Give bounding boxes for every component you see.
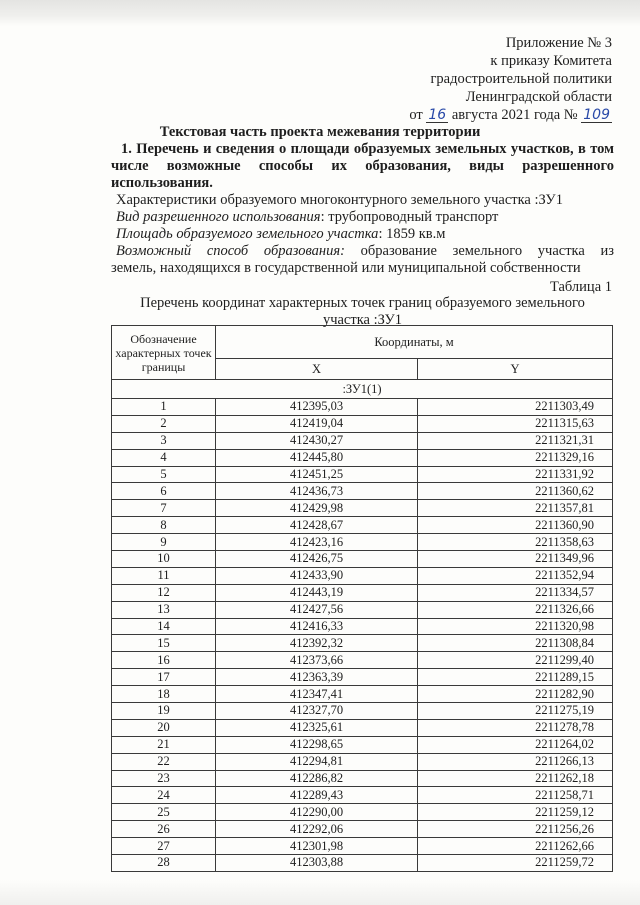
- x-coordinate-cell: 412395,03: [216, 399, 418, 416]
- document-title: Текстовая часть проекта межевания территории: [159, 124, 481, 140]
- x-coordinate-cell: 412325,61: [216, 719, 418, 736]
- x-coordinate-cell: 412301,98: [216, 838, 418, 855]
- point-number-cell: 5: [112, 466, 216, 483]
- table-row: [112, 618, 613, 635]
- point-number-cell: 2: [112, 415, 216, 432]
- table-row: [112, 483, 613, 500]
- permitted-use-line: [111, 209, 614, 226]
- x-coordinate-cell: 412392,32: [216, 635, 418, 652]
- y-coordinate-cell: 2211352,94: [418, 567, 613, 584]
- y-coordinate-cell: 2211329,16: [418, 449, 613, 466]
- point-number-cell: 20: [112, 719, 216, 736]
- x-coordinate-cell: 412416,33: [216, 618, 418, 635]
- y-coordinate-cell: 2211326,66: [418, 601, 613, 618]
- area-value: : 1859 кв.м: [378, 226, 446, 242]
- point-number-cell: 8: [112, 517, 216, 534]
- x-coordinate-cell: 412419,04: [216, 415, 418, 432]
- section-heading: [111, 141, 614, 192]
- scan-top-shadow: [0, 0, 640, 26]
- table-row: [112, 719, 613, 736]
- table-row: [112, 669, 613, 686]
- table-row: [112, 500, 613, 517]
- point-number-cell: 18: [112, 686, 216, 703]
- x-coordinate-cell: 412443,19: [216, 584, 418, 601]
- permitted-use-label: Вид разрешенного использования: [116, 209, 321, 225]
- area-label: Площадь образуемого земельного участка: [116, 226, 379, 242]
- table-row: [112, 584, 613, 601]
- x-coordinate-cell: 412289,43: [216, 787, 418, 804]
- table-caption-line-2: участка :ЗУ1: [322, 312, 403, 328]
- point-number-cell: 14: [112, 618, 216, 635]
- header-coordinates: Координаты, м: [216, 326, 613, 359]
- y-coordinate-cell: 2211259,72: [418, 855, 613, 872]
- x-coordinate-cell: 412292,06: [216, 821, 418, 838]
- point-number-cell: 19: [112, 703, 216, 720]
- table-row: [112, 652, 613, 669]
- x-coordinate-cell: 412433,90: [216, 567, 418, 584]
- annex-line-1: Приложение № 3: [505, 35, 612, 51]
- table-row: [112, 534, 613, 551]
- x-coordinate-cell: 412294,81: [216, 753, 418, 770]
- x-coordinate-cell: 412427,56: [216, 601, 418, 618]
- point-number-cell: 23: [112, 770, 216, 787]
- point-number-cell: 15: [112, 635, 216, 652]
- section-heading-text: 1. Перечень и сведения о площади образуемых земельных участков, в том числе возможные способы их образования, виды разрешенного использования.: [111, 141, 614, 191]
- y-coordinate-cell: 2211315,63: [418, 415, 613, 432]
- table-row: [112, 466, 613, 483]
- x-coordinate-cell: 412451,25: [216, 466, 418, 483]
- table-row: [112, 551, 613, 568]
- table-row: [112, 686, 613, 703]
- point-number-cell: 6: [112, 483, 216, 500]
- y-coordinate-cell: 2211282,90: [418, 686, 613, 703]
- y-coordinate-cell: 2211349,96: [418, 551, 613, 568]
- annex-order-number: 109: [583, 107, 610, 123]
- y-coordinate-cell: 2211321,31: [418, 432, 613, 449]
- x-coordinate-cell: 412373,66: [216, 652, 418, 669]
- contour-label: :ЗУ1(1): [112, 380, 613, 399]
- point-number-cell: 27: [112, 838, 216, 855]
- table-row: [112, 601, 613, 618]
- annex-block: [292, 34, 612, 124]
- header-y: Y: [418, 359, 613, 380]
- point-number-cell: 10: [112, 551, 216, 568]
- y-coordinate-cell: 2211360,90: [418, 517, 613, 534]
- coordinates-table: [111, 325, 613, 872]
- x-coordinate-cell: 412327,70: [216, 703, 418, 720]
- y-coordinate-cell: 2211264,02: [418, 736, 613, 753]
- point-number-cell: 17: [112, 669, 216, 686]
- x-coordinate-cell: 412363,39: [216, 669, 418, 686]
- point-number-cell: 21: [112, 736, 216, 753]
- y-coordinate-cell: 2211262,18: [418, 770, 613, 787]
- y-coordinate-cell: 2211303,49: [418, 399, 613, 416]
- point-number-cell: 1: [112, 399, 216, 416]
- annex-date-middle: августа 2021 года №: [451, 107, 578, 123]
- x-coordinate-cell: 412430,27: [216, 432, 418, 449]
- annex-date-day: 16: [428, 107, 447, 123]
- y-coordinate-cell: 2211256,26: [418, 821, 613, 838]
- point-number-cell: 3: [112, 432, 216, 449]
- point-number-cell: 25: [112, 804, 216, 821]
- formation-line: [111, 243, 614, 260]
- y-coordinate-cell: 2211357,81: [418, 500, 613, 517]
- y-coordinate-cell: 2211259,12: [418, 804, 613, 821]
- x-coordinate-cell: 412428,67: [216, 517, 418, 534]
- annex-date-line: [292, 106, 612, 124]
- y-coordinate-cell: 2211358,63: [418, 534, 613, 551]
- y-coordinate-cell: 2211299,40: [418, 652, 613, 669]
- y-coordinate-cell: 2211334,57: [418, 584, 613, 601]
- point-number-cell: 7: [112, 500, 216, 517]
- annex-line-3: градостроительной политики: [430, 71, 612, 87]
- table-caption: [111, 295, 614, 329]
- point-number-cell: 12: [112, 584, 216, 601]
- table-caption-line-1: Перечень координат характерных точек границ образуемого земельного: [140, 295, 585, 311]
- point-number-cell: 9: [112, 534, 216, 551]
- y-coordinate-cell: 2211266,13: [418, 753, 613, 770]
- table-row: [112, 787, 613, 804]
- x-coordinate-cell: 412347,41: [216, 686, 418, 703]
- x-coordinate-cell: 412286,82: [216, 770, 418, 787]
- y-coordinate-cell: 2211258,71: [418, 787, 613, 804]
- table-row: [112, 399, 613, 416]
- x-coordinate-cell: 412426,75: [216, 551, 418, 568]
- characteristics-line: [111, 192, 614, 209]
- y-coordinate-cell: 2211320,98: [418, 618, 613, 635]
- point-number-cell: 24: [112, 787, 216, 804]
- table-row: [112, 821, 613, 838]
- table-row: [112, 415, 613, 432]
- table-row: [112, 703, 613, 720]
- x-coordinate-cell: 412436,73: [216, 483, 418, 500]
- point-number-cell: 11: [112, 567, 216, 584]
- y-coordinate-cell: 2211275,19: [418, 703, 613, 720]
- formation-value: образование земельного участка из: [344, 243, 614, 259]
- characteristics-text: Характеристики образуемого многоконтурного земельного участка :ЗУ1: [116, 192, 563, 208]
- y-coordinate-cell: 2211262,66: [418, 838, 613, 855]
- x-coordinate-cell: 412290,00: [216, 804, 418, 821]
- x-coordinate-cell: 412298,65: [216, 736, 418, 753]
- table-row: [112, 432, 613, 449]
- point-number-cell: 13: [112, 601, 216, 618]
- x-coordinate-cell: 412303,88: [216, 855, 418, 872]
- table-row: [112, 449, 613, 466]
- x-coordinate-cell: 412429,98: [216, 500, 418, 517]
- annex-line-4: Ленинградской области: [465, 89, 612, 105]
- table-number: Таблица 1: [549, 279, 612, 295]
- area-line: [111, 226, 614, 243]
- y-coordinate-cell: 2211289,15: [418, 669, 613, 686]
- table-row: [112, 517, 613, 534]
- point-number-cell: 26: [112, 821, 216, 838]
- y-coordinate-cell: 2211278,78: [418, 719, 613, 736]
- y-coordinate-cell: 2211308,84: [418, 635, 613, 652]
- annex-line-2: к приказу Комитета: [490, 53, 612, 69]
- annex-date-prefix: от: [409, 107, 423, 123]
- table-row: [112, 635, 613, 652]
- point-number-cell: 22: [112, 753, 216, 770]
- x-coordinate-cell: 412423,16: [216, 534, 418, 551]
- y-coordinate-cell: 2211331,92: [418, 466, 613, 483]
- table-row: [112, 838, 613, 855]
- table-row: [112, 804, 613, 821]
- formation-line-2: земель, находящихся в государственной или муниципальной собственности: [111, 260, 581, 276]
- table-row: [112, 753, 613, 770]
- scan-bottom-shadow: [0, 880, 640, 905]
- table-row: [112, 567, 613, 584]
- header-point-label: Обозначение характерных точек границы: [112, 326, 216, 380]
- table-row: [112, 855, 613, 872]
- header-x: X: [216, 359, 418, 380]
- x-coordinate-cell: 412445,80: [216, 449, 418, 466]
- formation-label: Возможный способ образования:: [116, 243, 345, 259]
- point-number-cell: 4: [112, 449, 216, 466]
- table-row: [112, 770, 613, 787]
- point-number-cell: 28: [112, 855, 216, 872]
- table-row: [112, 736, 613, 753]
- permitted-use-value: : трубопроводный транспорт: [320, 209, 499, 225]
- y-coordinate-cell: 2211360,62: [418, 483, 613, 500]
- point-number-cell: 16: [112, 652, 216, 669]
